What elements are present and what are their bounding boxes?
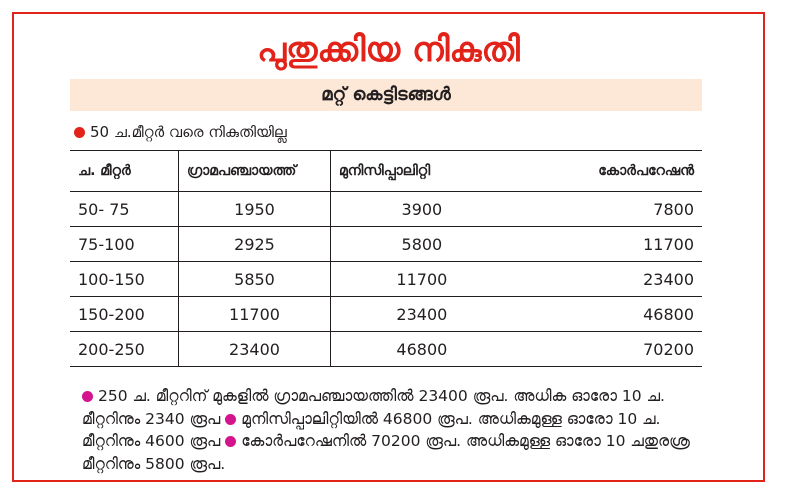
cell-panchayat: 23400 xyxy=(179,332,331,367)
cell-corporation: 11700 xyxy=(513,227,702,262)
footer-municipality-note: മുനിസിപ്പാലിറ്റിയിൽ 46800 രൂപ. അധികമുള്ള ഓരോ 10 ച. മീറ്ററിനും 4600 രൂപ xyxy=(82,409,661,450)
footer-notes xyxy=(82,385,702,475)
table-row xyxy=(70,297,702,332)
table-row xyxy=(70,332,702,367)
page-title: പുതുക്കിയ നികുതി xyxy=(257,30,520,70)
cell-panchayat: 2925 xyxy=(179,227,331,262)
cell-municipality: 23400 xyxy=(331,297,513,332)
cell-corporation: 7800 xyxy=(513,192,702,227)
cell-area: 150-200 xyxy=(70,297,179,332)
cell-panchayat: 11700 xyxy=(179,297,331,332)
bullet-icon xyxy=(82,391,93,402)
tax-table xyxy=(70,150,702,367)
table-row xyxy=(70,192,702,227)
footer-panchayat-note: 250 ച. മീറ്ററിന് മുകളിൽ ഗ്രാമപഞ്ചായത്തിൽ 23400 രൂപ. അധിക ഓരോ 10 ച. മീറ്ററിനും 2340 രൂപ xyxy=(82,387,665,428)
col-header-corporation: കോർപറേഷൻ xyxy=(513,151,702,192)
cell-corporation: 70200 xyxy=(513,332,702,367)
cell-panchayat: 1950 xyxy=(179,192,331,227)
cell-corporation: 46800 xyxy=(513,297,702,332)
bullet-icon xyxy=(74,127,85,138)
cell-area: 50- 75 xyxy=(70,192,179,227)
col-header-area: ച. മീറ്റർ xyxy=(70,151,179,192)
cell-municipality: 5800 xyxy=(331,227,513,262)
exemption-note-text: 50 ച.മീറ്റർ വരെ നികുതിയില്ല xyxy=(90,123,287,141)
cell-panchayat: 5850 xyxy=(179,262,331,297)
cell-area: 100-150 xyxy=(70,262,179,297)
table-header-row xyxy=(70,151,702,192)
footer-corporation-note: കോർപറേഷനിൽ 70200 രൂപ. അധികമുള്ള ഓരോ 10 ചതുരശ്ര മീറ്ററിനും 5800 രൂപ. xyxy=(82,432,690,473)
section-subtitle: മറ്റ് കെട്ടിടങ്ങൾ xyxy=(70,79,702,111)
cell-area: 75-100 xyxy=(70,227,179,262)
bullet-icon xyxy=(225,414,236,425)
table-row xyxy=(70,227,702,262)
bullet-icon xyxy=(225,436,236,447)
table-row xyxy=(70,262,702,297)
cell-municipality: 11700 xyxy=(331,262,513,297)
cell-corporation: 23400 xyxy=(513,262,702,297)
cell-municipality: 46800 xyxy=(331,332,513,367)
cell-area: 200-250 xyxy=(70,332,179,367)
col-header-panchayat: ഗ്രാമപഞ്ചായത്ത് xyxy=(179,151,331,192)
tax-card xyxy=(12,12,765,482)
cell-municipality: 3900 xyxy=(331,192,513,227)
exemption-note xyxy=(74,121,287,143)
col-header-municipality: മുനിസിപ്പാലിറ്റി xyxy=(331,151,513,192)
